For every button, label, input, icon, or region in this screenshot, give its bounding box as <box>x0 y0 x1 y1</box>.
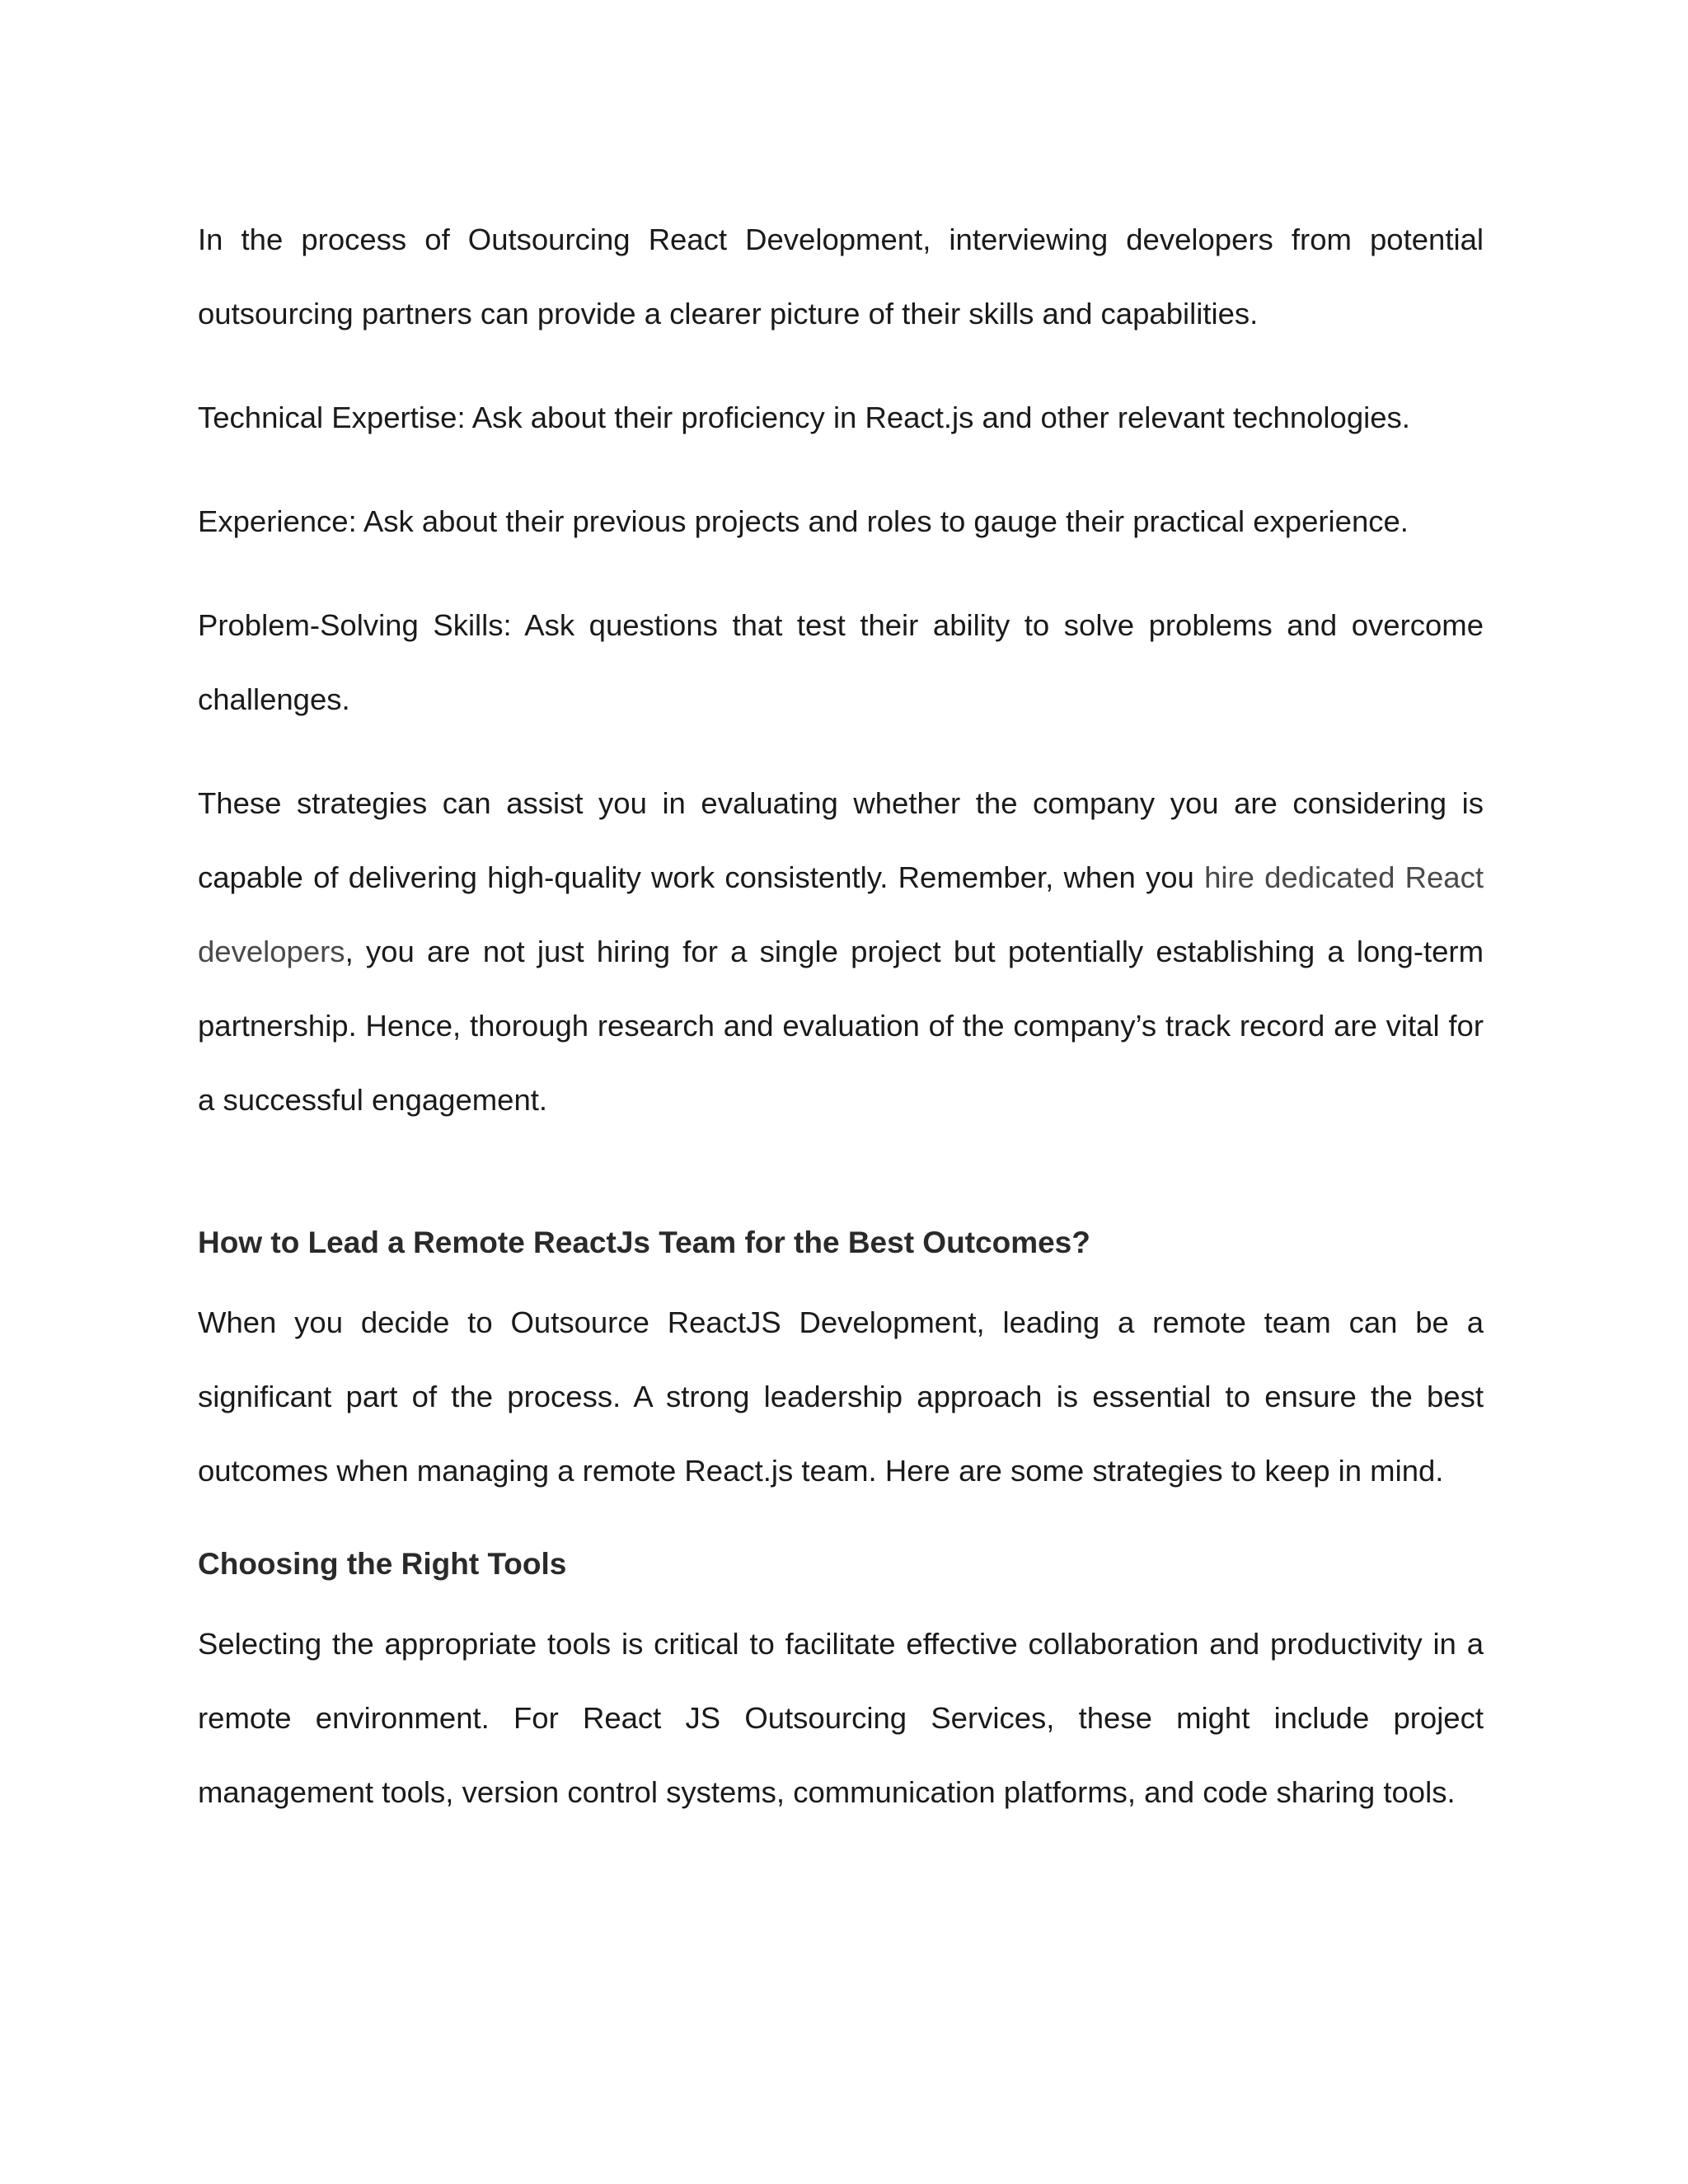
choosing-tools-paragraph: Selecting the appropriate tools is critical to facilitate effective collaboration and productivity in a remote environment. For React JS Outsourcing Services, these might include project management tools, version control systems, communication platforms, and code sharing tools. <box>198 1627 1484 1809</box>
remote-team-heading: How to Lead a Remote ReactJs Team for the Best Outcomes? <box>198 1226 1090 1259</box>
intro-paragraph: In the process of Outsourcing React Development, interviewing developers from potential outsourcing partners can provide a clearer picture of their skills and capabilities. <box>198 223 1484 330</box>
strategies-text-after-link: , you are not just hiring for a single project but potentially establishing a long-term partnership. Hence, thorough research and evaluation of the company’s track record are vital for a successful engagement. <box>198 935 1484 1117</box>
technical-expertise-paragraph: Technical Expertise: Ask about their proficiency in React.js and other relevant technologies. <box>198 401 1410 434</box>
problem-solving-paragraph: Problem-Solving Skills: Ask questions that test their ability to solve problems and overcome challenges. <box>198 608 1484 716</box>
hire-react-developers-link[interactable]: hire dedicated React developers <box>198 860 1484 968</box>
choosing-tools-heading: Choosing the Right Tools <box>198 1547 567 1581</box>
strategies-paragraph <box>198 766 1484 1137</box>
document-body <box>198 203 1484 1859</box>
experience-paragraph: Experience: Ask about their previous projects and roles to gauge their practical experience. <box>198 504 1409 538</box>
remote-team-paragraph: When you decide to Outsource ReactJS Development, leading a remote team can be a significant part of the process. A strong leadership approach is essential to ensure the best outcomes when managing a remote React.js team. Here are some strategies to keep in mind. <box>198 1305 1484 1488</box>
strategies-text-before-link: These strategies can assist you in evaluating whether the company you are considering is capable of delivering high-quality work consistently. Remember, when you <box>198 786 1484 894</box>
